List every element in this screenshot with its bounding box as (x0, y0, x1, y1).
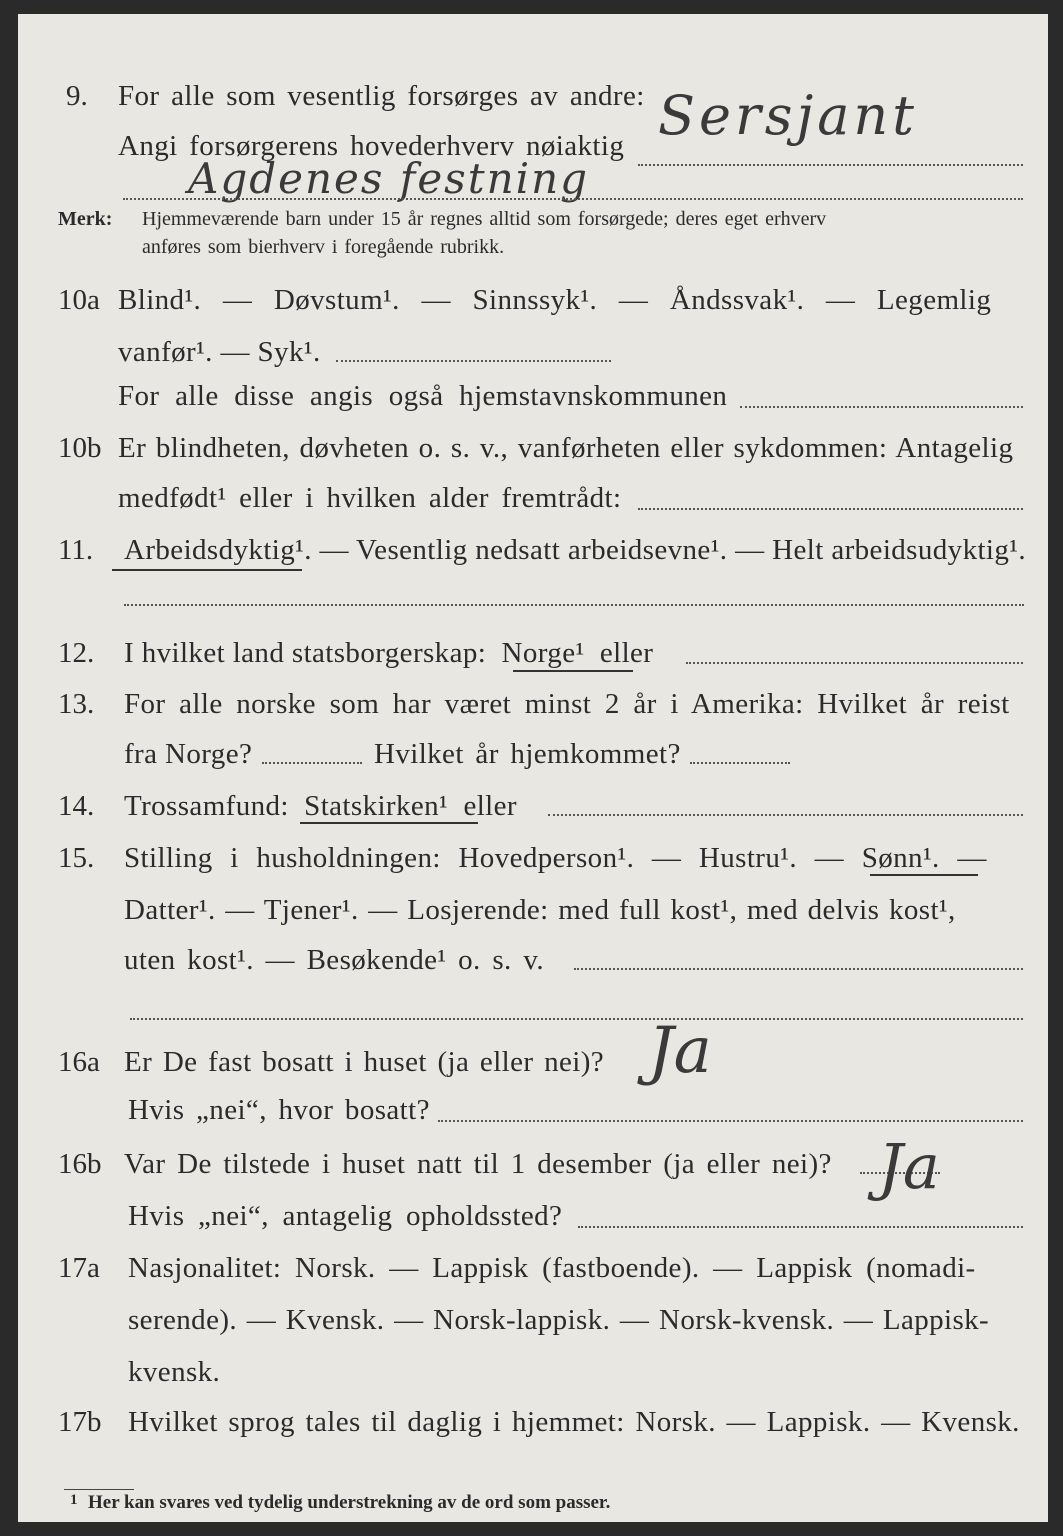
q12-dotted-line (686, 662, 1023, 664)
merk-label: Merk: (58, 208, 113, 230)
q15-line3: uten kost¹. — Besøkende¹ o. s. v. (124, 944, 545, 976)
q12-line1: I hvilket land statsborgerskap: Norge¹ eller (124, 637, 654, 669)
q10a-number: 10a (58, 284, 100, 316)
q16b-line2: Hvis „nei“, antagelig opholdssted? (128, 1200, 563, 1232)
q10b-line2: medfødt¹ eller i hvilken alder fremtrådt: (118, 482, 622, 514)
q9-handwritten-occupation: Sersjant (658, 84, 918, 147)
q10a-line3: For alle disse angis også hjemstavnskommunen (118, 380, 728, 412)
q16a-dotted-line (438, 1120, 1023, 1122)
q15-line1: Stilling i husholdningen: Hovedperson¹. — Hustru¹. — Sønn¹. — (124, 842, 987, 874)
q11-number: 11. (58, 534, 94, 566)
q15-number: 15. (58, 842, 95, 874)
q9-number: 9. (66, 80, 88, 112)
q9-second-dotted-line (123, 198, 1023, 200)
q11-answer-underline (112, 569, 302, 571)
q14-answer-underline (300, 822, 478, 824)
q17a-line3: kvensk. (128, 1356, 221, 1388)
q10a-sick-dotted-line (336, 360, 611, 362)
merk-line2: anføres som bierhverv i foregående rubrikk. (142, 236, 505, 258)
census-form-page (18, 14, 1048, 1522)
q14-dotted-line (548, 814, 1023, 816)
q16b-number: 16b (58, 1148, 102, 1180)
q15-answer-underline (870, 874, 978, 876)
q13-line1: For alle norske som har været minst 2 år i Amerika: Hvilket år reist (124, 688, 1010, 720)
q9-handwritten-employer: Agdenes festning (188, 154, 590, 203)
q13-return-dotted-line (690, 762, 790, 764)
q13-line2b: Hvilket år hjemkommet? (374, 738, 681, 770)
q16a-line2: Hvis „nei“, hvor bosatt? (128, 1094, 430, 1126)
q16a-number: 16a (58, 1046, 100, 1078)
q17b-number: 17b (58, 1406, 102, 1438)
q12-answer-underline (513, 670, 633, 672)
q17a-line2: serende). — Kvensk. — Norsk-lappisk. — Norsk-kvensk. — Lappisk- (128, 1304, 990, 1336)
q13-line2a: fra Norge? (124, 738, 253, 770)
q17b-line1: Hvilket sprog tales til daglig i hjemmet: Norsk. — Lappisk. — Kvensk. (128, 1406, 1020, 1438)
q11-line1: Arbeidsdyktig¹. — Vesentlig nedsatt arbeidsevne¹. — Helt arbeidsudyktig¹. (124, 534, 1027, 566)
q9-line1: For alle som vesentlig forsørges av andre: (118, 80, 645, 112)
q15-dotted-line (574, 968, 1023, 970)
q10a-line1: Blind¹. — Døvstum¹. — Sinnssyk¹. — Åndssvak¹. — Legemlig (118, 284, 992, 316)
q16b-handwritten-answer: Ja (878, 1130, 940, 1203)
q10b-dotted-line (638, 508, 1023, 510)
q9-line2: Angi forsørgerens hovederhverv nøiaktig (118, 130, 625, 162)
merk-line1: Hjemmeværende barn under 15 år regnes alltid som forsørgede; deres eget erhverv (142, 208, 827, 230)
q11-dotted-line (124, 604, 1024, 606)
q16b-dotted-line (578, 1226, 1023, 1228)
q16b-line1: Var De tilstede i huset natt til 1 desember (ja eller nei)? (124, 1148, 832, 1180)
q9-answer-dotted-line (638, 164, 1023, 166)
q16a-line1: Er De fast bosatt i huset (ja eller nei)? (124, 1046, 605, 1078)
footnote-text: Her kan svares ved tydelig understrekning av de ord som passer. (88, 1492, 611, 1513)
q15-second-dotted-line (130, 1018, 1023, 1020)
footnote-rule (64, 1489, 134, 1490)
q14-number: 14. (58, 790, 95, 822)
q14-line1: Trossamfund: Statskirken¹ eller (124, 790, 517, 822)
footnote-marker: 1 (70, 1492, 78, 1508)
q15-line2: Datter¹. — Tjener¹. — Losjerende: med full kost¹, med delvis kost¹, (124, 894, 956, 926)
q12-number: 12. (58, 637, 95, 669)
q17a-line1: Nasjonalitet: Norsk. — Lappisk (fastboende). — Lappisk (nomadi- (128, 1252, 976, 1284)
q10a-line2: vanfør¹. — Syk¹. (118, 336, 321, 368)
q10b-number: 10b (58, 432, 102, 464)
q13-number: 13. (58, 688, 95, 720)
q13-departure-dotted-line (262, 762, 362, 764)
q16a-handwritten-answer: Ja (648, 1014, 712, 1088)
q17a-number: 17a (58, 1252, 100, 1284)
q10b-line1: Er blindheten, døvheten o. s. v., vanførheten eller sykdommen: Antagelig (118, 432, 1014, 464)
q10a-municipality-dotted-line (740, 406, 1023, 408)
